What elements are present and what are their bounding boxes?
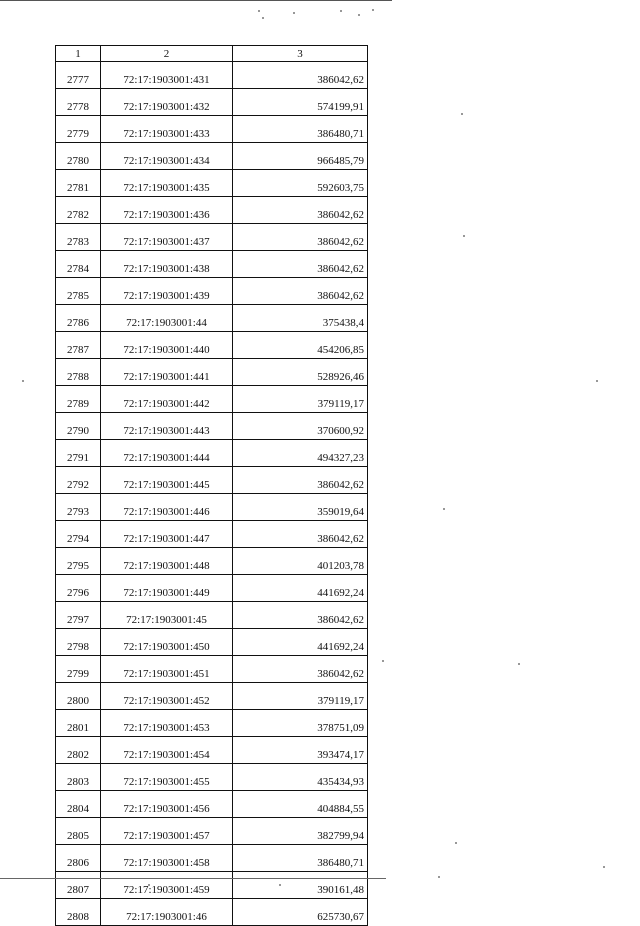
value-cell: 966485,79	[233, 143, 368, 170]
table-row	[56, 629, 368, 656]
value-cell: 574199,91	[233, 89, 368, 116]
scan-speck	[372, 9, 374, 11]
scan-speck	[258, 10, 260, 12]
row-number-cell: 2802	[56, 737, 101, 764]
table-row	[56, 440, 368, 467]
value-cell: 378751,09	[233, 710, 368, 737]
cadastral-number-cell: 72:17:1903001:444	[101, 440, 233, 467]
table-row	[56, 521, 368, 548]
cadastral-number-cell: 72:17:1903001:432	[101, 89, 233, 116]
value-cell: 379119,17	[233, 386, 368, 413]
scan-speck	[596, 380, 598, 382]
row-number-cell: 2788	[56, 359, 101, 386]
table-row	[56, 62, 368, 89]
cadastral-number-cell: 72:17:1903001:431	[101, 62, 233, 89]
row-number-cell: 2794	[56, 521, 101, 548]
table-row	[56, 575, 368, 602]
row-number-cell: 2777	[56, 62, 101, 89]
row-number-cell: 2799	[56, 656, 101, 683]
row-number-cell: 2784	[56, 251, 101, 278]
table-row	[56, 872, 368, 899]
row-number-cell: 2787	[56, 332, 101, 359]
table-row	[56, 548, 368, 575]
table-row	[56, 656, 368, 683]
row-number-cell: 2783	[56, 224, 101, 251]
cadastral-number-cell: 72:17:1903001:439	[101, 278, 233, 305]
row-number-cell: 2791	[56, 440, 101, 467]
cadastral-number-cell: 72:17:1903001:454	[101, 737, 233, 764]
row-number-cell: 2806	[56, 845, 101, 872]
cadastral-number-cell: 72:17:1903001:448	[101, 548, 233, 575]
table-row	[56, 764, 368, 791]
row-number-cell: 2781	[56, 170, 101, 197]
value-cell: 386042,62	[233, 467, 368, 494]
cadastral-number-cell: 72:17:1903001:459	[101, 872, 233, 899]
value-cell: 386042,62	[233, 656, 368, 683]
cadastral-number-cell: 72:17:1903001:453	[101, 710, 233, 737]
value-cell: 625730,67	[233, 899, 368, 926]
cadastral-number-cell: 72:17:1903001:450	[101, 629, 233, 656]
value-cell: 435434,93	[233, 764, 368, 791]
cadastral-number-cell: 72:17:1903001:46	[101, 899, 233, 926]
column-header-cadastral-number: 2	[101, 46, 233, 62]
scan-speck	[461, 113, 463, 115]
bottom-scan-edge	[0, 878, 386, 879]
value-cell: 386480,71	[233, 116, 368, 143]
value-cell: 382799,94	[233, 818, 368, 845]
table-row	[56, 170, 368, 197]
scan-speck	[22, 380, 24, 382]
value-cell: 379119,17	[233, 683, 368, 710]
table-row	[56, 467, 368, 494]
row-number-cell: 2792	[56, 467, 101, 494]
table-row	[56, 818, 368, 845]
table-row	[56, 494, 368, 521]
table-row	[56, 845, 368, 872]
value-cell: 386042,62	[233, 521, 368, 548]
scan-speck	[518, 663, 520, 665]
value-cell: 404884,55	[233, 791, 368, 818]
scan-speck	[262, 17, 264, 19]
value-cell: 592603,75	[233, 170, 368, 197]
cadastral-number-cell: 72:17:1903001:437	[101, 224, 233, 251]
value-cell: 441692,24	[233, 575, 368, 602]
cadastral-number-cell: 72:17:1903001:442	[101, 386, 233, 413]
table-row	[56, 737, 368, 764]
row-number-cell: 2801	[56, 710, 101, 737]
row-number-cell: 2804	[56, 791, 101, 818]
table-row	[56, 197, 368, 224]
row-number-cell: 2798	[56, 629, 101, 656]
scan-speck	[455, 842, 457, 844]
cadastral-number-cell: 72:17:1903001:456	[101, 791, 233, 818]
row-number-cell: 2790	[56, 413, 101, 440]
cadastral-number-cell: 72:17:1903001:45	[101, 602, 233, 629]
value-cell: 359019,64	[233, 494, 368, 521]
row-number-cell: 2795	[56, 548, 101, 575]
value-cell: 370600,92	[233, 413, 368, 440]
cadastral-number-cell: 72:17:1903001:436	[101, 197, 233, 224]
value-cell: 375438,4	[233, 305, 368, 332]
table-row	[56, 602, 368, 629]
table-row	[56, 143, 368, 170]
cadastral-number-cell: 72:17:1903001:446	[101, 494, 233, 521]
value-cell: 386042,62	[233, 197, 368, 224]
cadastral-table	[55, 45, 368, 926]
cadastral-number-cell: 72:17:1903001:455	[101, 764, 233, 791]
cadastral-number-cell: 72:17:1903001:438	[101, 251, 233, 278]
cadastral-number-cell: 72:17:1903001:433	[101, 116, 233, 143]
row-number-cell: 2789	[56, 386, 101, 413]
table-row	[56, 332, 368, 359]
value-cell: 386042,62	[233, 62, 368, 89]
cadastral-number-cell: 72:17:1903001:441	[101, 359, 233, 386]
table-row	[56, 386, 368, 413]
value-cell: 494327,23	[233, 440, 368, 467]
row-number-cell: 2800	[56, 683, 101, 710]
table-row	[56, 251, 368, 278]
value-cell: 528926,46	[233, 359, 368, 386]
value-cell: 454206,85	[233, 332, 368, 359]
cadastral-number-cell: 72:17:1903001:451	[101, 656, 233, 683]
scan-speck	[443, 508, 445, 510]
value-cell: 386042,62	[233, 278, 368, 305]
table-row	[56, 89, 368, 116]
cadastral-number-cell: 72:17:1903001:435	[101, 170, 233, 197]
table-row	[56, 791, 368, 818]
scan-speck	[463, 235, 465, 237]
value-cell: 386480,71	[233, 845, 368, 872]
row-number-cell: 2780	[56, 143, 101, 170]
value-cell: 441692,24	[233, 629, 368, 656]
row-number-cell: 2786	[56, 305, 101, 332]
scan-speck	[603, 866, 605, 868]
value-cell: 390161,48	[233, 872, 368, 899]
table-row	[56, 413, 368, 440]
row-number-cell: 2797	[56, 602, 101, 629]
scan-speck	[382, 660, 384, 662]
cadastral-number-cell: 72:17:1903001:457	[101, 818, 233, 845]
value-cell: 386042,62	[233, 251, 368, 278]
cadastral-number-cell: 72:17:1903001:445	[101, 467, 233, 494]
row-number-cell: 2778	[56, 89, 101, 116]
column-header-number: 1	[56, 46, 101, 62]
value-cell: 401203,78	[233, 548, 368, 575]
table-body	[56, 62, 368, 926]
row-number-cell: 2785	[56, 278, 101, 305]
value-cell: 386042,62	[233, 224, 368, 251]
table-row	[56, 359, 368, 386]
table-row	[56, 710, 368, 737]
cadastral-number-cell: 72:17:1903001:443	[101, 413, 233, 440]
scan-speck	[438, 876, 440, 878]
top-scan-edge	[0, 0, 392, 1]
table-row	[56, 116, 368, 143]
row-number-cell: 2803	[56, 764, 101, 791]
cadastral-number-cell: 72:17:1903001:452	[101, 683, 233, 710]
table-row	[56, 305, 368, 332]
table-row	[56, 899, 368, 926]
cadastral-number-cell: 72:17:1903001:434	[101, 143, 233, 170]
scan-speck	[293, 12, 295, 14]
table-row	[56, 278, 368, 305]
cadastral-number-cell: 72:17:1903001:44	[101, 305, 233, 332]
column-header-value: 3	[233, 46, 368, 62]
value-cell: 386042,62	[233, 602, 368, 629]
table-header-row	[56, 46, 368, 62]
row-number-cell: 2793	[56, 494, 101, 521]
scan-speck	[358, 14, 360, 16]
row-number-cell: 2805	[56, 818, 101, 845]
cadastral-number-cell: 72:17:1903001:447	[101, 521, 233, 548]
row-number-cell: 2808	[56, 899, 101, 926]
cadastral-number-cell: 72:17:1903001:458	[101, 845, 233, 872]
row-number-cell: 2807	[56, 872, 101, 899]
cadastral-number-cell: 72:17:1903001:440	[101, 332, 233, 359]
value-cell: 393474,17	[233, 737, 368, 764]
row-number-cell: 2782	[56, 197, 101, 224]
table-row	[56, 224, 368, 251]
table-row	[56, 683, 368, 710]
row-number-cell: 2779	[56, 116, 101, 143]
row-number-cell: 2796	[56, 575, 101, 602]
cadastral-number-cell: 72:17:1903001:449	[101, 575, 233, 602]
scan-speck	[340, 10, 342, 12]
